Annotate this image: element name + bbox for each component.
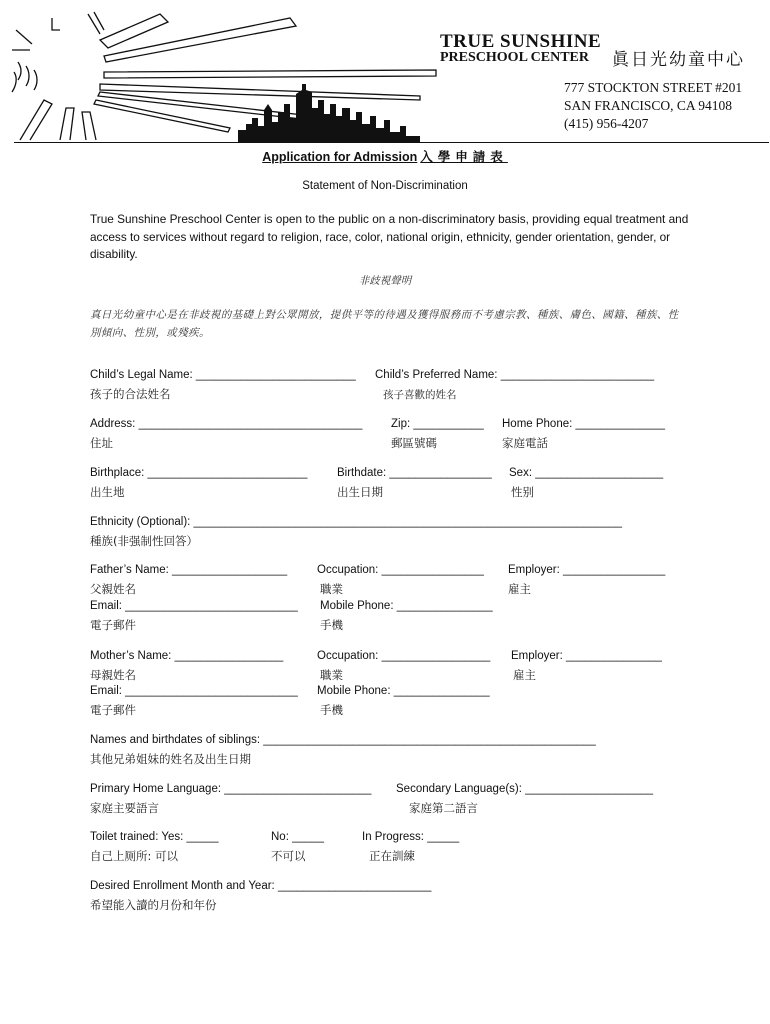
father-email-label-cn: 電子郵件 — [90, 618, 136, 632]
child-legal-name-label-cn: 孩子的合法姓名 — [90, 387, 171, 401]
toilet-no-label-cn: 不可以 — [271, 849, 306, 863]
enrollment-label-cn: 希望能入讀的月份和年份 — [90, 898, 217, 912]
form-title-chinese: 入學申請表 — [420, 149, 508, 164]
org-name-chinese: 眞日光幼童中心 — [612, 50, 745, 70]
mother-name-field[interactable]: Mother’s Name: _________________ — [90, 650, 284, 662]
mother-mobile-field[interactable]: Mobile Phone: _______________ — [317, 685, 490, 697]
mother-mobile-label-cn: 手機 — [320, 703, 343, 717]
mother-email-field[interactable]: Email: ___________________________ — [90, 685, 298, 697]
mother-employer-field[interactable]: Employer: _______________ — [511, 650, 662, 662]
header-divider — [14, 142, 769, 143]
statement-title: Statement of Non-Discrimination — [302, 180, 468, 192]
child-preferred-name-label-cn: 孩子喜歡的姓名 — [383, 389, 457, 401]
siblings-field[interactable]: Names and birthdates of siblings: ____________________________________________________ — [90, 734, 596, 746]
sex-field[interactable]: Sex: ____________________ — [509, 467, 664, 479]
primary-language-label-cn: 家庭主要語言 — [90, 801, 159, 815]
mother-occupation-field[interactable]: Occupation: _________________ — [317, 650, 491, 662]
birthplace-label-cn: 出生地 — [90, 485, 125, 499]
primary-language-field[interactable]: Primary Home Language: _______________________ — [90, 783, 372, 795]
address-line-2: SAN FRANCISCO, CA 94108 — [564, 98, 733, 113]
sunshine-skyline-logo — [0, 0, 770, 145]
secondary-language-field[interactable]: Secondary Language(s): ____________________ — [396, 783, 654, 795]
enrollment-field[interactable]: Desired Enrollment Month and Year: ________________________ — [90, 880, 432, 892]
birthdate-field[interactable]: Birthdate: ________________ — [337, 467, 492, 479]
org-name: TRUE SUNSHINE — [440, 31, 602, 52]
home-phone-label-cn: 家庭電話 — [502, 436, 548, 450]
father-mobile-label-cn: 手機 — [320, 618, 343, 632]
birthplace-field[interactable]: Birthplace: _________________________ — [90, 467, 308, 479]
statement-text-chinese: 真日光幼童中心是在非歧視的基礎上對公眾開放，提供平等的待遇及獲得服務而不考慮宗教、種族、膚色、國籍、種族、性別傾向、性別，或殘疾。 — [90, 309, 679, 339]
statement-title-chinese: 非歧視聲明 — [358, 275, 412, 287]
mother-occupation-label-cn: 職業 — [320, 668, 343, 682]
father-employer-field[interactable]: Employer: ________________ — [508, 564, 666, 576]
siblings-label-cn: 其他兄弟姐妹的姓名及出生日期 — [90, 752, 251, 766]
mother-name-label-cn: 母親姓名 — [90, 668, 136, 682]
mother-employer-label-cn: 雇主 — [513, 668, 536, 682]
zip-field[interactable]: Zip: ___________ — [391, 418, 484, 430]
statement-text: True Sunshine Preschool Center is open to the public on a non-discriminatory basis, providing equal treatment and access to services without regard to religion, race, color, national origin, ethnicity, gender orientation, gender, or disability. — [90, 212, 689, 261]
sex-label-cn: 性别 — [511, 485, 534, 499]
child-legal-name-field[interactable]: Child’s Legal Name: _________________________ — [90, 369, 356, 381]
zip-label-cn: 郵區號碼 — [391, 436, 437, 450]
child-preferred-name-field[interactable]: Child’s Preferred Name: ________________________ — [375, 369, 655, 381]
toilet-progress-field[interactable]: In Progress: _____ — [362, 831, 460, 843]
toilet-yes-field[interactable]: Toilet trained: Yes: _____ — [90, 831, 219, 843]
home-phone-field[interactable]: Home Phone: ______________ — [502, 418, 666, 430]
father-employer-label-cn: 雇主 — [508, 582, 531, 596]
address-field[interactable]: Address: ___________________________________ — [90, 418, 363, 430]
org-subtitle: PRESCHOOL CENTER — [440, 50, 589, 65]
birthdate-label-cn: 出生日期 — [337, 485, 383, 499]
form-title-english: Application for Admission — [262, 150, 418, 164]
address-label-cn: 住址 — [90, 436, 113, 450]
secondary-language-label-cn: 家庭第二語言 — [409, 801, 478, 815]
mother-email-label-cn: 電子郵件 — [90, 703, 136, 717]
ethnicity-label-cn: 種族(非强制性回答） — [90, 534, 198, 548]
ethnicity-field[interactable]: Ethnicity (Optional): ___________________________________________________________________ — [90, 516, 623, 528]
father-mobile-field[interactable]: Mobile Phone: _______________ — [320, 600, 493, 612]
address-line-1: 777 STOCKTON STREET #201 — [564, 80, 743, 95]
toilet-no-field[interactable]: No: _____ — [271, 831, 325, 843]
toilet-progress-label-cn: 正在訓練 — [369, 849, 415, 863]
phone-number: (415) 956-4207 — [564, 116, 649, 131]
father-email-field[interactable]: Email: ___________________________ — [90, 600, 298, 612]
father-occupation-label-cn: 職業 — [320, 582, 343, 596]
father-occupation-field[interactable]: Occupation: ________________ — [317, 564, 484, 576]
toilet-yes-label-cn: 自己上厕所: 可以 — [90, 849, 179, 863]
father-name-field[interactable]: Father’s Name: __________________ — [90, 564, 288, 576]
form-title — [0, 147, 770, 165]
father-name-label-cn: 父親姓名 — [90, 582, 136, 596]
